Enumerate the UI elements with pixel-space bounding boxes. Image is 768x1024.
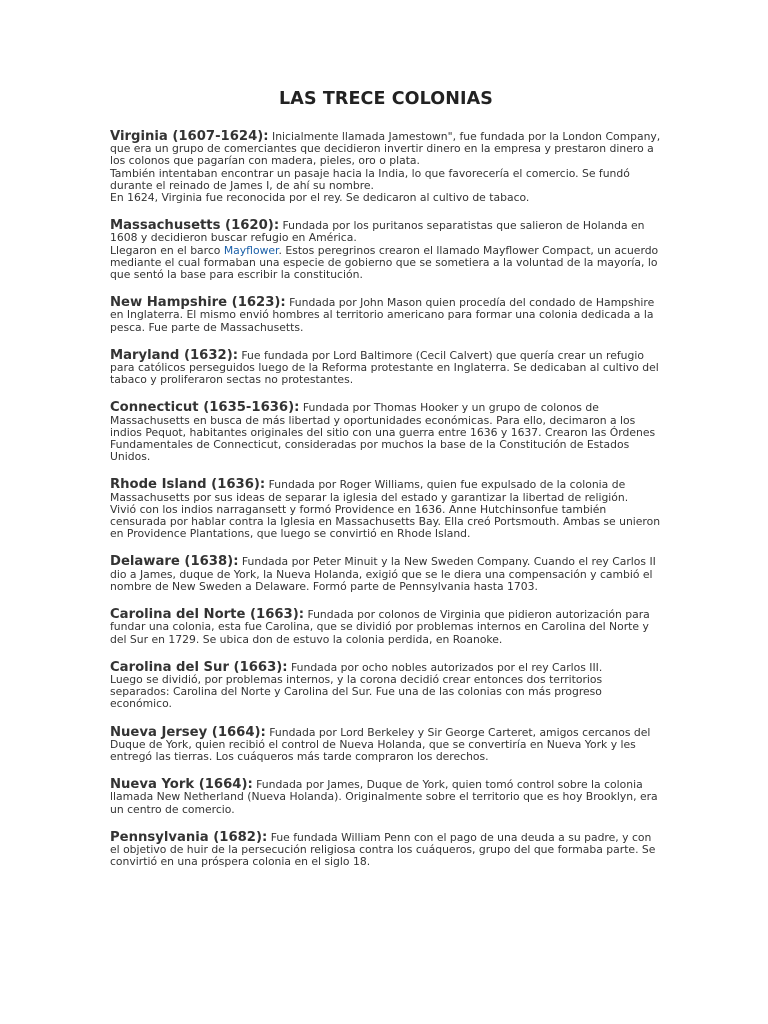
entry-paragraph (110, 297, 662, 334)
entry-text: . Estos peregrinos crearon el llamado Mayflower Compact, un acuerdo mediante el cual formaban una especie de gobierno que se sometiera a la voluntad de la mayoría, lo que sentó la base para escribir la constitución. (110, 243, 659, 282)
entry-heading: Virginia (1607-1624): (110, 129, 269, 144)
entry-heading: Nueva York (1664): (110, 777, 253, 793)
entry-paragraph (110, 479, 662, 503)
entry-paragraph (110, 131, 662, 168)
colony-entry-new-hampshire (110, 297, 662, 334)
entry-heading: Delaware (1638): (110, 554, 239, 570)
colony-entry-virginia (110, 131, 662, 204)
entry-heading: Carolina del Norte (1663): (110, 607, 305, 623)
entry-heading: Rhode Island (1636): (110, 477, 266, 493)
entry-paragraph (110, 779, 662, 816)
entry-text: Fundada por los puritanos separatistas que salieron de Holanda en 1608 y decidieron buscar refugio en América. (110, 219, 645, 245)
entry-text: Fundada por ocho nobles autorizados por el rey Carlos III. (287, 660, 603, 674)
colony-entry-delaware (110, 556, 662, 593)
entry-paragraph (110, 609, 662, 646)
entry-paragraph (110, 245, 662, 282)
entry-text: Fundada por Lord Berkeley y Sir George Carteret, amigos cercanos del Duque de York, quien recibió el control de Nueva Holanda, que se convertiría en Nueva York y les entregó las tierras. Los cuáqueros más tarde compraron los derechos. (110, 725, 651, 763)
colony-entry-connecticut (110, 402, 662, 463)
colony-entry-carolina-del-norte (110, 609, 662, 646)
entry-paragraph (110, 347, 662, 387)
entry-text: Fundada por Roger Williams, quien fue expulsado de la colonia de Massachusetts por sus ideas de separar la iglesia del estado y garantizar la libertad de religión. (110, 478, 629, 504)
entry-text: Fue fundada William Penn con el pago de una deuda a su padre, y con el objetivo de huir de la persecución religiosa contra los cuáqueros, grupo del que formaba parte. Se convirtió en una próspera colonia en el siglo 18. (110, 830, 656, 869)
page-title: LAS TRECE COLONIAS (279, 89, 493, 109)
entry-paragraph (110, 724, 662, 764)
colony-entry-rhode-island (110, 479, 662, 540)
entry-text: Fue fundada por Lord Baltimore (Cecil Calvert) que quería crear un refugio para católicos perseguidos luego de la Reforma protestante en Inglaterra. Se dedicaban al cultivo del tabaco y proliferaron sectas no protestantes. (110, 348, 659, 387)
entry-paragraph (110, 402, 662, 463)
entry-paragraph: En 1624, Virginia fue reconocida por el rey. Se dedicaron al cultivo de tabaco. (110, 191, 530, 205)
entry-text: Fundada por John Mason quien procedía del condado de Hampshire en Inglaterra. El mismo envió hombres al territorio americano para formar una colonia dedicada a la pesca. Fue parte de Massachusetts. (110, 296, 655, 334)
entry-heading: Nueva Jersey (1664): (110, 724, 266, 740)
colony-entry-massachusetts (110, 220, 662, 281)
entry-paragraph: Vivió con los indios narragansett y formó Providence en 1636. Anne Hutchinsonfue también censurada por hablar contra la Iglesia en Massachusetts Bay. Ella creó Portsmouth. Ambas se unieron en Providence Plantations, que luego se convirtió en Rhode Island. (110, 502, 661, 541)
entry-heading: Connecticut (1635-1636): (110, 400, 300, 416)
entry-text: Fundada por colonos de Virginia que pidieron autorización para fundar una colonia, esta fue Carolina, que se dividió por problemas internos en Carolina del Norte y del Sur en 1729. Se ubica don de estuvo la colonia perdida, en Roanoke. (110, 608, 650, 646)
entry-paragraph (110, 220, 662, 244)
document-page (110, 86, 662, 884)
entry-text: Llegaron en el barco (110, 243, 224, 257)
entry-paragraph: También intentaban encontrar un pasaje hacia la India, lo que favorecería el comercio. Se fundó durante el reinado de James I, de ahí su nombre. (110, 166, 630, 192)
entry-heading: Carolina del Sur (1663): (110, 659, 288, 675)
colony-entry-nueva-jersey (110, 724, 662, 764)
entry-text: Fundada por James, Duque de York, quien tomó control sobre la colonia llamada New Netherland (Nueva Holanda). Originalmente sobre el territorio que es hoy Brooklyn, era un centro de comercio. (110, 778, 658, 816)
colony-entry-maryland (110, 347, 662, 387)
entry-paragraph (110, 556, 662, 593)
entry-heading: New Hampshire (1623): (110, 295, 286, 311)
entry-heading: Maryland (1632): (110, 347, 238, 363)
colony-entry-pennsylvania (110, 829, 662, 869)
mayflower-link[interactable]: Mayflower (223, 243, 279, 257)
entry-text: Fundada por Peter Minuit y la New Sweden Company. Cuando el rey Carlos II dio a James, duque de York, la Nueva Holanda, exigió que se le diera una compensación y cambió el nombre de New Sweden a Delaware. Formó parte de Pennsylvania hasta 1703. (110, 555, 656, 593)
colony-entry-nueva-york (110, 779, 662, 816)
entry-text: Inicialmente llamada Jamestown", fue fundada por la London Company, que era un grupo de comerciantes que decidieron invertir dinero en la empresa y prestaron dinero a los colonos que pagarían con madera, pieles, oro o plata. (110, 130, 661, 168)
entry-text: Fundada por Thomas Hooker y un grupo de colonos de Massachusetts en busca de más libertad y oportunidades económicas. Para ello, decimaron a los indios Pequot, habitantes originales del sitio con una guerra entre 1636 y 1637. Crearon las Órdenes Fundamentales de Connecticut, consideradas por muchos la base de la Constitución de Estados Unidos. (110, 401, 656, 464)
entry-heading: Pennsylvania (1682): (110, 829, 268, 845)
entry-paragraph (110, 829, 662, 869)
entry-heading: Massachusetts (1620): (110, 218, 280, 234)
colony-entry-carolina-del-sur (110, 659, 662, 711)
entry-paragraph: Luego se dividió, por problemas internos, y la corona decidió crear entonces dos territorios separados: Carolina del Norte y Carolina del Sur. Fue una de las colonias con más progreso económico. (110, 672, 603, 711)
